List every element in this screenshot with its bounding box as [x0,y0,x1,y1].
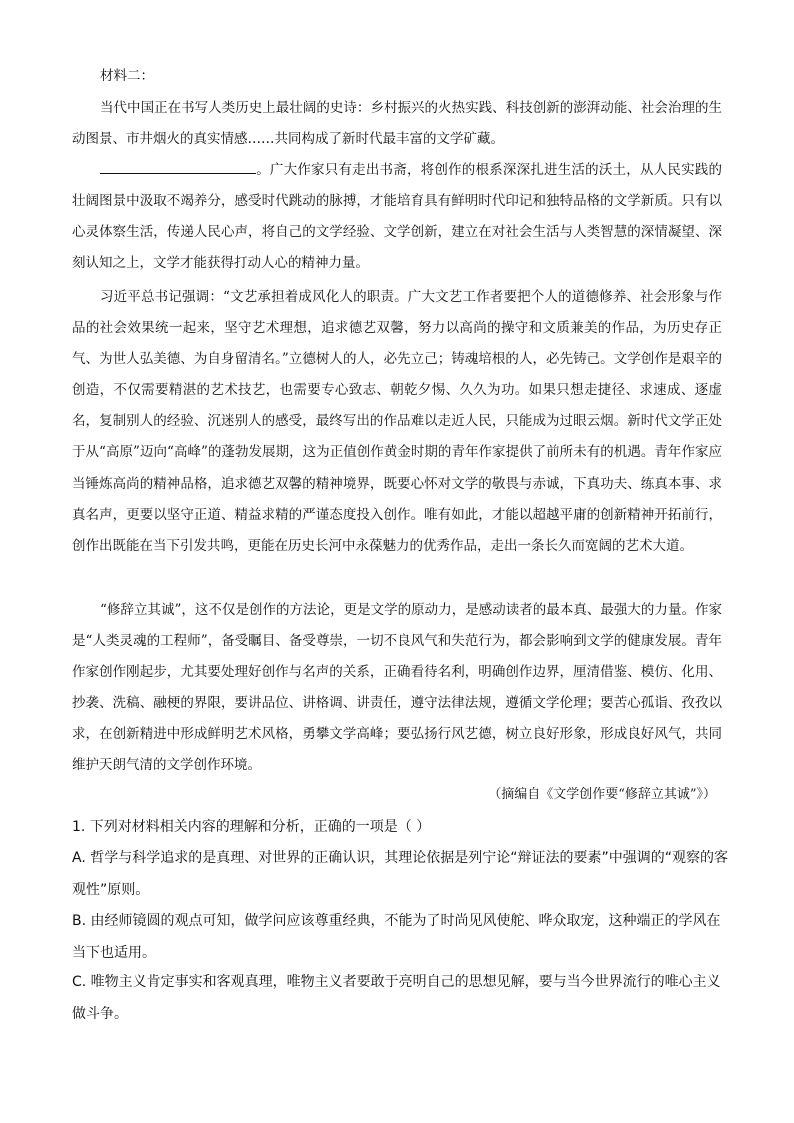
paragraph-2 [72,155,722,279]
option-c: C. 唯物主义肯定事实和客观真理，唯物主义者要敢于亮明自己的思想见解，要与当今世界流行的唯心主义做斗争。 [72,974,721,1022]
paragraph-2-text: 。广大作家只有走出书斋，将创作的根系深深扎进生活的沃土，从人民实践的壮阔图景中汲取不竭养分，感受时代跳动的脉搏，才能培育具有鲜明时代印记和独特品格的文学新质。只有以心灵体察生活，传递人民心声，将自己的文学经验、文学创新，建立在对社会生活与人类智慧的深情凝望、深刻认知之上，文学才能获得打动人心的精神力量。 [72,162,722,272]
material-title: 材料二： [100,68,154,84]
paragraph-3: 习近平总书记强调：“文艺承担着成风化人的职责。广大文艺工作者要把个人的道德修养、社会形象与作品的社会效果统一起来，坚守艺术理想，追求德艺双馨，努力以高尚的操守和文质兼美的作品，为历史存正气、为世人弘美德、为自身留清名。”立德树人的人，必先立己；铸魂培根的人，必先铸己。文学创作是艰辛的创造，不仅需要精湛的艺术技艺，也需要专心致志、朝乾夕惕、久久为功。如果只想走捷径、求速成、逐虚名，复制别人的经验、沉迷别人的感受，最终写出的作品难以走近人民，只能成为过眼云烟。新时代文学正处于从“高原”迈向“高峰”的蓬勃发展期，这为正值创作黄金时期的青年作家提供了前所未有的机遇。青年作家应当锤炼高尚的精神品格，追求德艺双馨的精神境界，既要心怀对文学的敬畏与赤诚，下真功夫、练真本事、求真名声，更要以坚守正道、精益求精的严谨态度投入创作。唯有如此，才能以超越平庸的创新精神开拓前行，创作出既能在当下引发共鸣，更能在历史长河中永葆魅力的优秀作品，走出一条长久而宽阔的艺术大道。 [72,289,722,554]
question-stem: 1. 下列对材料相关内容的理解和分析，正确的一项是（ ） [72,819,431,835]
answer-blank [100,159,256,174]
option-b: B. 由经师镜圆的观点可知，做学问应该尊重经典，不能为了时尚见风使舵、哗众取宠，这种端正的学风在当下也适用。 [72,913,721,961]
option-a: A. 哲学与科学追求的是真理、对世界的正确认识，其理论依据是列宁论“辩证法的要素”中强调的“观察的客观性”原则。 [72,850,728,898]
source-citation: （摘编自《文学创作要“修辞立其诚”》） [488,787,716,802]
paragraph-4: “修辞立其诚”，这不仅是创作的方法论，更是文学的原动力，是感动读者的最本真、最强大的力量。作家是“人类灵魂的工程师”，备受瞩目、备受尊崇，一切不良风气和失范行为，都会影响到文学的健康发展。青年作家创作刚起步，尤其要处理好创作与名声的关系，正确看待名利，明确创作边界，厘清借鉴、模仿、化用、抄袭、洗稿、融梗的界限，要讲品位、讲格调、讲责任，遵守法律法规，遵循文学伦理；要苦心孤诣、孜孜以求，在创新精进中形成鲜明艺术风格，勇攀文学高峰；要弘扬行风艺德，树立良好形象，形成良好风气，共同维护天朗气清的文学创作环境。 [72,602,722,774]
paragraph-1: 当代中国正在书写人类历史上最壮阔的史诗：乡村振兴的火热实践、科技创新的澎湃动能、社会治理的生动图景、市井烟火的真实情感……共同构成了新时代最丰富的文学矿藏。 [72,100,722,148]
